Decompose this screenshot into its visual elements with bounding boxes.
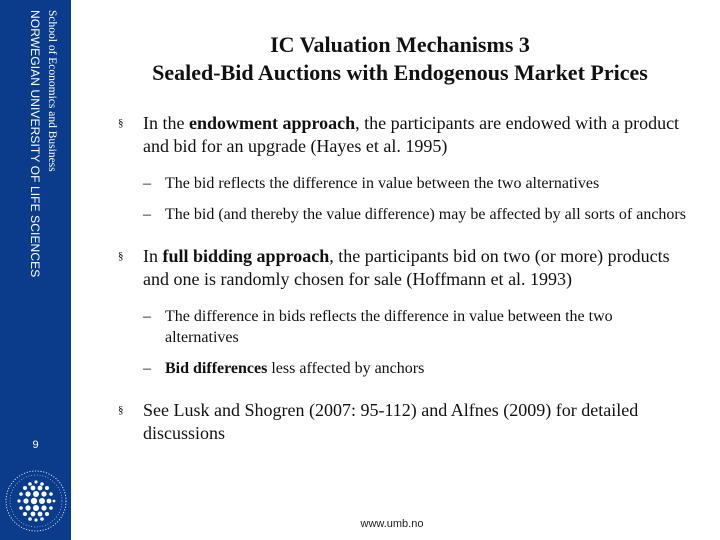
slide-content bbox=[118, 112, 686, 445]
bullet-text-bold: full bidding approach bbox=[162, 246, 330, 266]
footer-url bbox=[0, 518, 720, 530]
logo-dots-icon bbox=[17, 480, 55, 521]
sub-bullet-marker: – bbox=[143, 175, 151, 192]
bullet-marker: § bbox=[118, 250, 124, 262]
sub-bullet-text: less affected by anchors bbox=[267, 360, 425, 377]
bullet-text-post: , the participants bid on two (or more) products and one is randomly chosen for sale (Hoffmann et al. 1993) bbox=[143, 246, 670, 289]
bullet-text-post: , the participants are endowed with a product and bid for an upgrade (Hayes et al. 1995) bbox=[143, 113, 680, 156]
school-name: School of Economics and Business bbox=[46, 10, 58, 172]
sub-bullet-marker: – bbox=[143, 308, 151, 325]
bullet-text-bold: endowment approach bbox=[188, 113, 356, 133]
bullet-text-pre: See Lusk and Shogren (2007: 95-112) and Alfnes (2009) for detailed discussions bbox=[143, 400, 639, 443]
sidebar bbox=[0, 0, 71, 540]
sub-bullet-text: The difference in bids reflects the difference in value between the two alternatives bbox=[165, 308, 613, 346]
sub-bullet-difference-in-bids bbox=[143, 306, 686, 348]
bullet-see-lusk-shogren bbox=[118, 399, 686, 445]
university-name: NORWEGIAN UNIVERSITY OF LIFE SCIENCES bbox=[28, 10, 42, 278]
sub-bullet-marker: – bbox=[143, 206, 151, 223]
sub-bullet-bid-differences bbox=[143, 358, 686, 379]
bullet-full-bidding-approach bbox=[118, 245, 686, 291]
bullet-endowment-approach bbox=[118, 112, 686, 158]
bullet-marker: § bbox=[118, 404, 124, 416]
sub-bullet-marker: – bbox=[143, 360, 151, 377]
sub-bullet-text: The bid reflects the difference in value between the two alternatives bbox=[165, 175, 600, 192]
sub-bullet-text: The bid (and thereby the value difference) may be affected by all sorts of anchors bbox=[165, 206, 686, 223]
footer-url-text: www.umb.no bbox=[360, 518, 424, 530]
slide-title bbox=[80, 31, 720, 87]
sub-bullet-bid-reflects bbox=[143, 173, 686, 194]
bullet-marker: § bbox=[118, 117, 124, 129]
page-number: 9 bbox=[32, 439, 39, 451]
sub-bullet-text-bold: Bid differences bbox=[165, 360, 268, 377]
title-line-1: IC Valuation Mechanisms 3 bbox=[270, 32, 530, 57]
title-line-2: Sealed-Bid Auctions with Endogenous Market Prices bbox=[152, 60, 648, 85]
sub-bullet-anchors bbox=[143, 204, 686, 225]
bullet-text-pre: In the bbox=[143, 113, 189, 133]
bullet-text-pre: In bbox=[143, 246, 163, 266]
